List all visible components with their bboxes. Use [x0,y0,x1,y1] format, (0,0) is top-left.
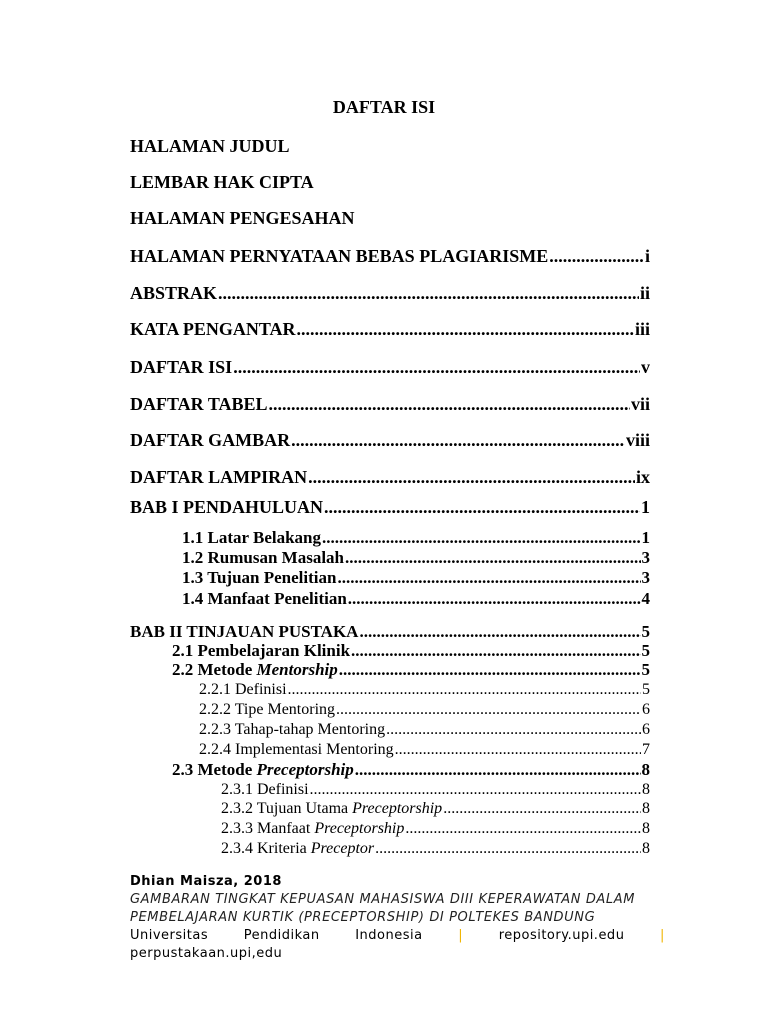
toc-entry-bab-2 [130,623,650,640]
toc-page-number: 5 [642,681,650,698]
toc-entry-kata-pengantar [130,320,650,338]
toc-dot-leader [355,761,641,778]
toc-entry-label-italic: Preceptorship [352,800,443,817]
toc-dot-leader [297,320,634,338]
toc-entry-2-2-4 [199,742,650,758]
toc-page-number: 6 [642,701,650,718]
toc-entry-label: LEMBAR HAK CIPTA [130,172,314,192]
toc-entry-label-italic: Preceptorship [314,820,405,837]
toc-entry-1-1 [182,529,650,546]
toc-dot-leader [386,722,641,738]
footer-univ-word: Indonesia [355,928,423,943]
footer-library-link[interactable]: perpustakaan.upi,edu [130,946,283,961]
toc-page-number: vii [630,394,650,414]
toc-entry-label: 2.1 Pembelajaran Klinik [172,641,351,660]
footer-univ-word: Pendidikan [243,928,320,943]
toc-entry-2-3-4 [221,841,650,857]
toc-page-number: 5 [641,641,650,660]
toc-entry-label: HALAMAN PERNYATAAN BEBAS PLAGIARISME [130,246,549,266]
toc-page-number: 7 [642,741,650,758]
toc-dot-leader [375,841,641,857]
toc-page-number: 8 [642,800,650,817]
toc-dot-leader [324,498,640,516]
toc-entry-label: 1.4 Manfaat Penelitian [182,589,347,608]
toc-dot-leader [443,801,641,817]
toc-entry-lembar-hak-cipta [130,173,314,191]
toc-entry-daftar-lampiran [130,468,650,486]
toc-entry-label: DAFTAR LAMPIRAN [130,467,308,487]
toc-entry-label: BAB II TINJAUAN PUSTAKA [130,622,359,641]
toc-entry-label: HALAMAN JUDUL [130,136,290,156]
toc-page-number: 3 [641,548,650,567]
toc-dot-leader [288,682,641,698]
toc-entry-label: KATA PENGANTAR [130,319,296,339]
toc-page-number: ii [639,283,650,303]
toc-entry-label: DAFTAR TABEL [130,394,268,414]
footer-separator: | [660,928,665,943]
toc-entry-2-2-2 [199,702,650,718]
footer-separator: | [458,928,464,943]
toc-entry-label: 2.2.3 Tahap-tahap Mentoring [199,721,386,738]
toc-entry-label: 1.1 Latar Belakang [182,528,322,547]
toc-entry-2-3 [172,761,650,778]
toc-dot-leader [269,395,630,413]
toc-entry-label-text: 2.2 Metode [172,660,257,679]
toc-dot-leader [310,782,641,798]
toc-entry-label: BAB I PENDAHULUAN [130,497,324,517]
toc-dot-leader [348,590,641,607]
toc-page-number: 8 [642,781,650,798]
toc-dot-leader [337,569,640,586]
toc-dot-leader [351,642,640,659]
toc-dot-leader [345,549,640,566]
toc-dot-leader [336,702,641,718]
toc-entry-label [221,821,404,837]
toc-dot-leader [359,623,640,640]
toc-page-number: 5 [641,660,650,679]
toc-page-number: 8 [642,840,650,857]
toc-dot-leader [322,529,640,546]
footer-univ-word: Universitas [130,928,209,943]
toc-dot-leader [395,742,641,758]
toc-entry-label: 2.2.4 Implementasi Mentoring [199,741,394,758]
toc-page-number: iii [634,319,650,339]
footer-author: Dhian Maisza, 2018 [130,874,282,889]
toc-page-number: 8 [642,820,650,837]
toc-entry-bab-1 [130,498,650,516]
toc-entry-label: 1.2 Rumusan Masalah [182,548,345,567]
toc-entry-2-3-2 [221,801,650,817]
page-title: DAFTAR ISI [332,97,436,117]
toc-entry-label: HALAMAN PENGESAHAN [130,208,355,228]
toc-entry-halaman-pengesahan [130,209,355,227]
toc-dot-leader [233,358,640,376]
footer-thesis-title-line2: PEMBELAJARAN KURTIK (PRECEPTORSHIP) DI POLTEKES BANDUNG [130,910,596,925]
toc-page-number: 6 [642,721,650,738]
toc-entry-label-text: 2.3.4 Kriteria [221,840,311,857]
toc-entry-1-2 [182,549,650,566]
toc-entry-label-italic: Preceptorship [256,760,354,779]
toc-page-number: viii [625,430,650,450]
toc-entry-pernyataan [130,247,650,265]
footer-institution-line [130,928,665,943]
toc-entry-label [172,661,338,678]
toc-dot-leader [549,247,644,265]
toc-entry-label-text: 2.3.2 Tujuan Utama [221,800,353,817]
toc-entry-halaman-judul [130,137,290,155]
toc-entry-2-2 [172,661,650,678]
toc-dot-leader [218,284,639,302]
toc-dot-leader [308,468,635,486]
toc-entry-label-italic: Mentorship [256,660,338,679]
toc-entry-label-text: 2.3 Metode [172,760,257,779]
footer-repository-link[interactable]: repository.upi.edu [498,928,625,943]
toc-dot-leader [405,821,641,837]
toc-entry-1-4 [182,590,650,607]
toc-entry-label: ABSTRAK [130,283,218,303]
toc-page-number: 8 [641,760,650,779]
toc-entry-label-italic: Preceptor [310,840,375,857]
toc-dot-leader [291,431,625,449]
toc-page-number: i [644,246,650,266]
toc-entry-abstrak [130,284,650,302]
toc-page-number: 1 [641,497,650,517]
toc-entry-label [221,841,374,857]
toc-entry-2-3-1 [221,782,650,798]
toc-entry-daftar-gambar [130,431,650,449]
toc-page-number: 1 [641,528,650,547]
toc-page-number: 4 [641,589,650,608]
toc-entry-label: 1.3 Tujuan Penelitian [182,568,337,587]
toc-dot-leader [339,661,641,678]
toc-entry-label: 2.3.1 Definisi [221,781,309,798]
toc-entry-label: 2.2.1 Definisi [199,681,287,698]
toc-entry-label: 2.2.2 Tipe Mentoring [199,701,336,718]
toc-entry-daftar-tabel [130,395,650,413]
toc-entry-1-3 [182,569,650,586]
footer-thesis-title-line1: GAMBARAN TINGKAT KEPUASAN MAHASISWA DIII KEPERAWATAN DALAM [130,892,636,907]
toc-entry-daftar-isi [130,358,650,376]
toc-entry-label: DAFTAR ISI [130,357,233,377]
toc-page-number: v [641,357,650,377]
toc-page-number: 5 [641,622,650,641]
toc-entry-2-2-1 [199,682,650,698]
toc-entry-2-2-3 [199,722,650,738]
toc-entry-label [221,801,442,817]
toc-entry-label-text: 2.3.3 Manfaat [221,820,315,837]
toc-entry-2-1 [172,642,650,659]
toc-entry-2-3-3 [221,821,650,837]
toc-entry-label [172,761,354,778]
toc-page-number: 3 [641,568,650,587]
toc-page-number: ix [635,467,650,487]
toc-entry-label: DAFTAR GAMBAR [130,430,291,450]
